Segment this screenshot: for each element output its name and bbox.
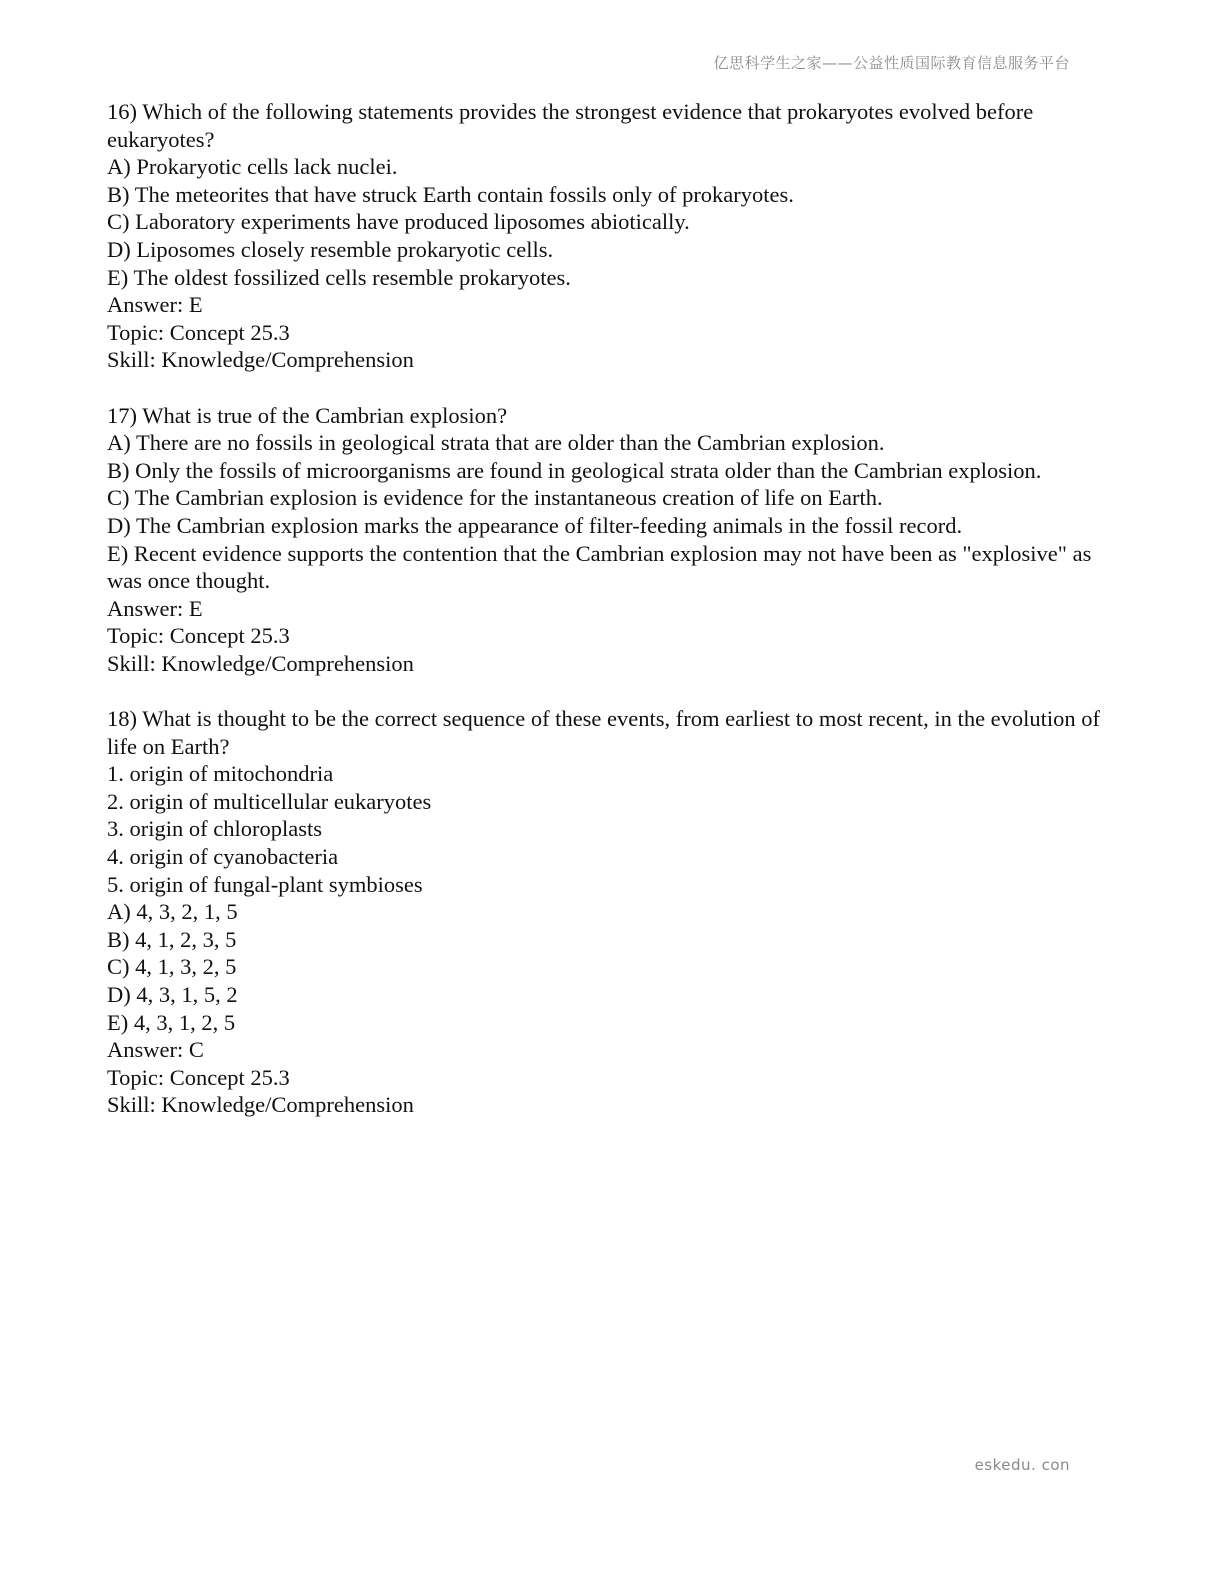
option-b: B) The meteorites that have struck Earth contain fossils only of prokaryotes. [107, 181, 794, 207]
list-item: 3. origin of chloroplasts [107, 816, 322, 842]
question-list [107, 98, 1107, 1147]
option-a: A) There are no fossils in geological strata that are older than the Cambrian explosion. [107, 430, 885, 456]
option-c: C) Laboratory experiments have produced liposomes abiotically. [107, 209, 690, 235]
question-stem: 18) What is thought to be the correct sequence of these events, from earliest to most recent, in the evolution of life on Earth? [107, 706, 1101, 759]
list-item: 5. origin of fungal-plant symbioses [107, 871, 423, 897]
answer: Answer: C [107, 1037, 204, 1063]
skill: Skill: Knowledge/Comprehension [107, 347, 414, 373]
list-item: 1. origin of mitochondria [107, 761, 334, 787]
question-stem: 16) Which of the following statements provides the strongest evidence that prokaryotes evolved before eukaryotes? [107, 99, 1034, 152]
footer-watermark: eskedu. con [974, 1456, 1070, 1474]
list-item: 4. origin of cyanobacteria [107, 844, 339, 870]
option-d: D) Liposomes closely resemble prokaryotic cells. [107, 236, 554, 262]
topic: Topic: Concept 25.3 [107, 319, 290, 345]
option-a: A) Prokaryotic cells lack nuclei. [107, 154, 398, 180]
option-e: E) Recent evidence supports the contention that the Cambrian explosion may not have been as "explosive" as was once thought. [107, 540, 1092, 594]
question-17 [107, 402, 1107, 678]
header-watermark: 亿思科学生之家——公益性质国际教育信息服务平台 [713, 54, 1070, 72]
option-e: E) 4, 3, 1, 2, 5 [107, 1009, 236, 1035]
skill: Skill: Knowledge/Comprehension [107, 1092, 414, 1118]
question-16 [107, 98, 1107, 374]
option-d: D) The Cambrian explosion marks the appearance of filter-feeding animals in the fossil record. [107, 512, 963, 538]
option-e: E) The oldest fossilized cells resemble prokaryotes. [107, 264, 571, 290]
option-c: C) 4, 1, 3, 2, 5 [107, 954, 237, 980]
option-b: B) 4, 1, 2, 3, 5 [107, 926, 237, 952]
question-stem: 17) What is true of the Cambrian explosion? [107, 402, 508, 428]
answer: Answer: E [107, 292, 203, 318]
skill: Skill: Knowledge/Comprehension [107, 650, 414, 676]
topic: Topic: Concept 25.3 [107, 1064, 290, 1090]
option-a: A) 4, 3, 2, 1, 5 [107, 899, 238, 925]
list-item: 2. origin of multicellular eukaryotes [107, 788, 432, 814]
option-c: C) The Cambrian explosion is evidence for the instantaneous creation of life on Earth. [107, 485, 883, 511]
topic: Topic: Concept 25.3 [107, 623, 290, 649]
option-d: D) 4, 3, 1, 5, 2 [107, 982, 238, 1007]
answer: Answer: E [107, 595, 203, 621]
question-18 [107, 705, 1107, 1119]
option-b: B) Only the fossils of microorganisms are found in geological strata older than the Cambrian explosion. [107, 457, 1042, 483]
